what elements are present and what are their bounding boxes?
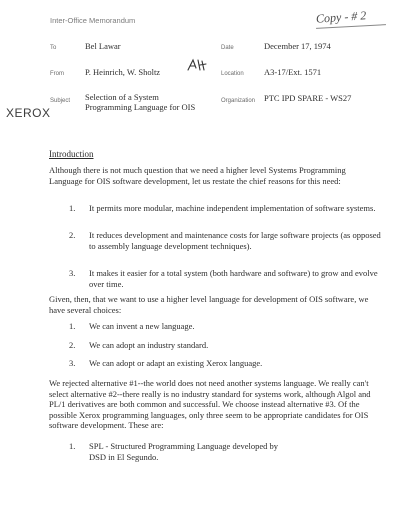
date-label: Date — [221, 45, 234, 51]
list-item-number: 1. — [69, 441, 76, 451]
handwritten-initials-icon — [186, 58, 208, 72]
date-value: December 17, 1974 — [264, 41, 331, 51]
list-item-number: 2. — [69, 340, 76, 350]
subject-label: Subject — [50, 98, 71, 104]
list-item-text: It permits more modular, machine independent implementation of software systems. — [89, 203, 376, 213]
location-label: Location — [221, 71, 244, 77]
location-value: A3-17/Ext. 1571 — [264, 67, 322, 77]
rejection-paragraph: We rejected alternative #1--the world does not need another systems language. We really can't select alternative #2--there really is no industry standard for systems work, although Algol and PL/1 derivatives are both common and successful. We choose instead alternative #3. Of the possible Xerox programming languages, only three seem to be appropriate candidates for OIS software development. These are: — [49, 378, 371, 430]
list-item-number: 3. — [69, 358, 76, 368]
list-item-text: We can adopt an industry standard. — [89, 340, 209, 350]
list-item-number: 1. — [69, 203, 76, 213]
to-value: Bel Lawar — [85, 41, 121, 51]
list-item-number: 2. — [69, 230, 76, 240]
list-item-text: SPL - Structured Programming Language developed by DSD in El Segundo. — [89, 441, 279, 462]
subject-value: Selection of a System Programming Language for OIS — [85, 92, 196, 112]
organization-label: Organization — [221, 98, 256, 104]
from-label: From — [50, 71, 64, 77]
intro-paragraph: Although there is not much question that we need a higher level Systems Programming Language for OIS software development, let us restate the chief reasons for this need: — [49, 165, 346, 186]
memo-title: Inter-Office Memorandum — [50, 16, 136, 25]
to-label: To — [50, 45, 57, 51]
from-value: P. Heinrich, W. Sholtz — [85, 67, 161, 77]
list-item-number: 1. — [69, 321, 76, 331]
choices-intro-paragraph: Given, then, that we want to use a higher level language for development of OIS software, we have several choices: — [49, 294, 369, 315]
list-item-text: We can adopt or adapt an existing Xerox language. — [89, 358, 263, 368]
section-title: Introduction — [49, 149, 94, 159]
xerox-logo: XEROX — [6, 106, 51, 120]
list-item-text: It reduces development and maintenance costs for large software projects (as opposed to assembly language development techniques). — [89, 230, 381, 251]
list-item-text: We can invent a new language. — [89, 321, 195, 331]
organization-value: PTC IPD SPARE - WS27 — [264, 93, 352, 103]
list-item-number: 3. — [69, 268, 76, 278]
handwritten-copy-mark: Copy - # 2 — [315, 8, 367, 26]
list-item-text: It makes it easier for a total system (both hardware and software) to grow and evolve over time. — [89, 268, 378, 289]
